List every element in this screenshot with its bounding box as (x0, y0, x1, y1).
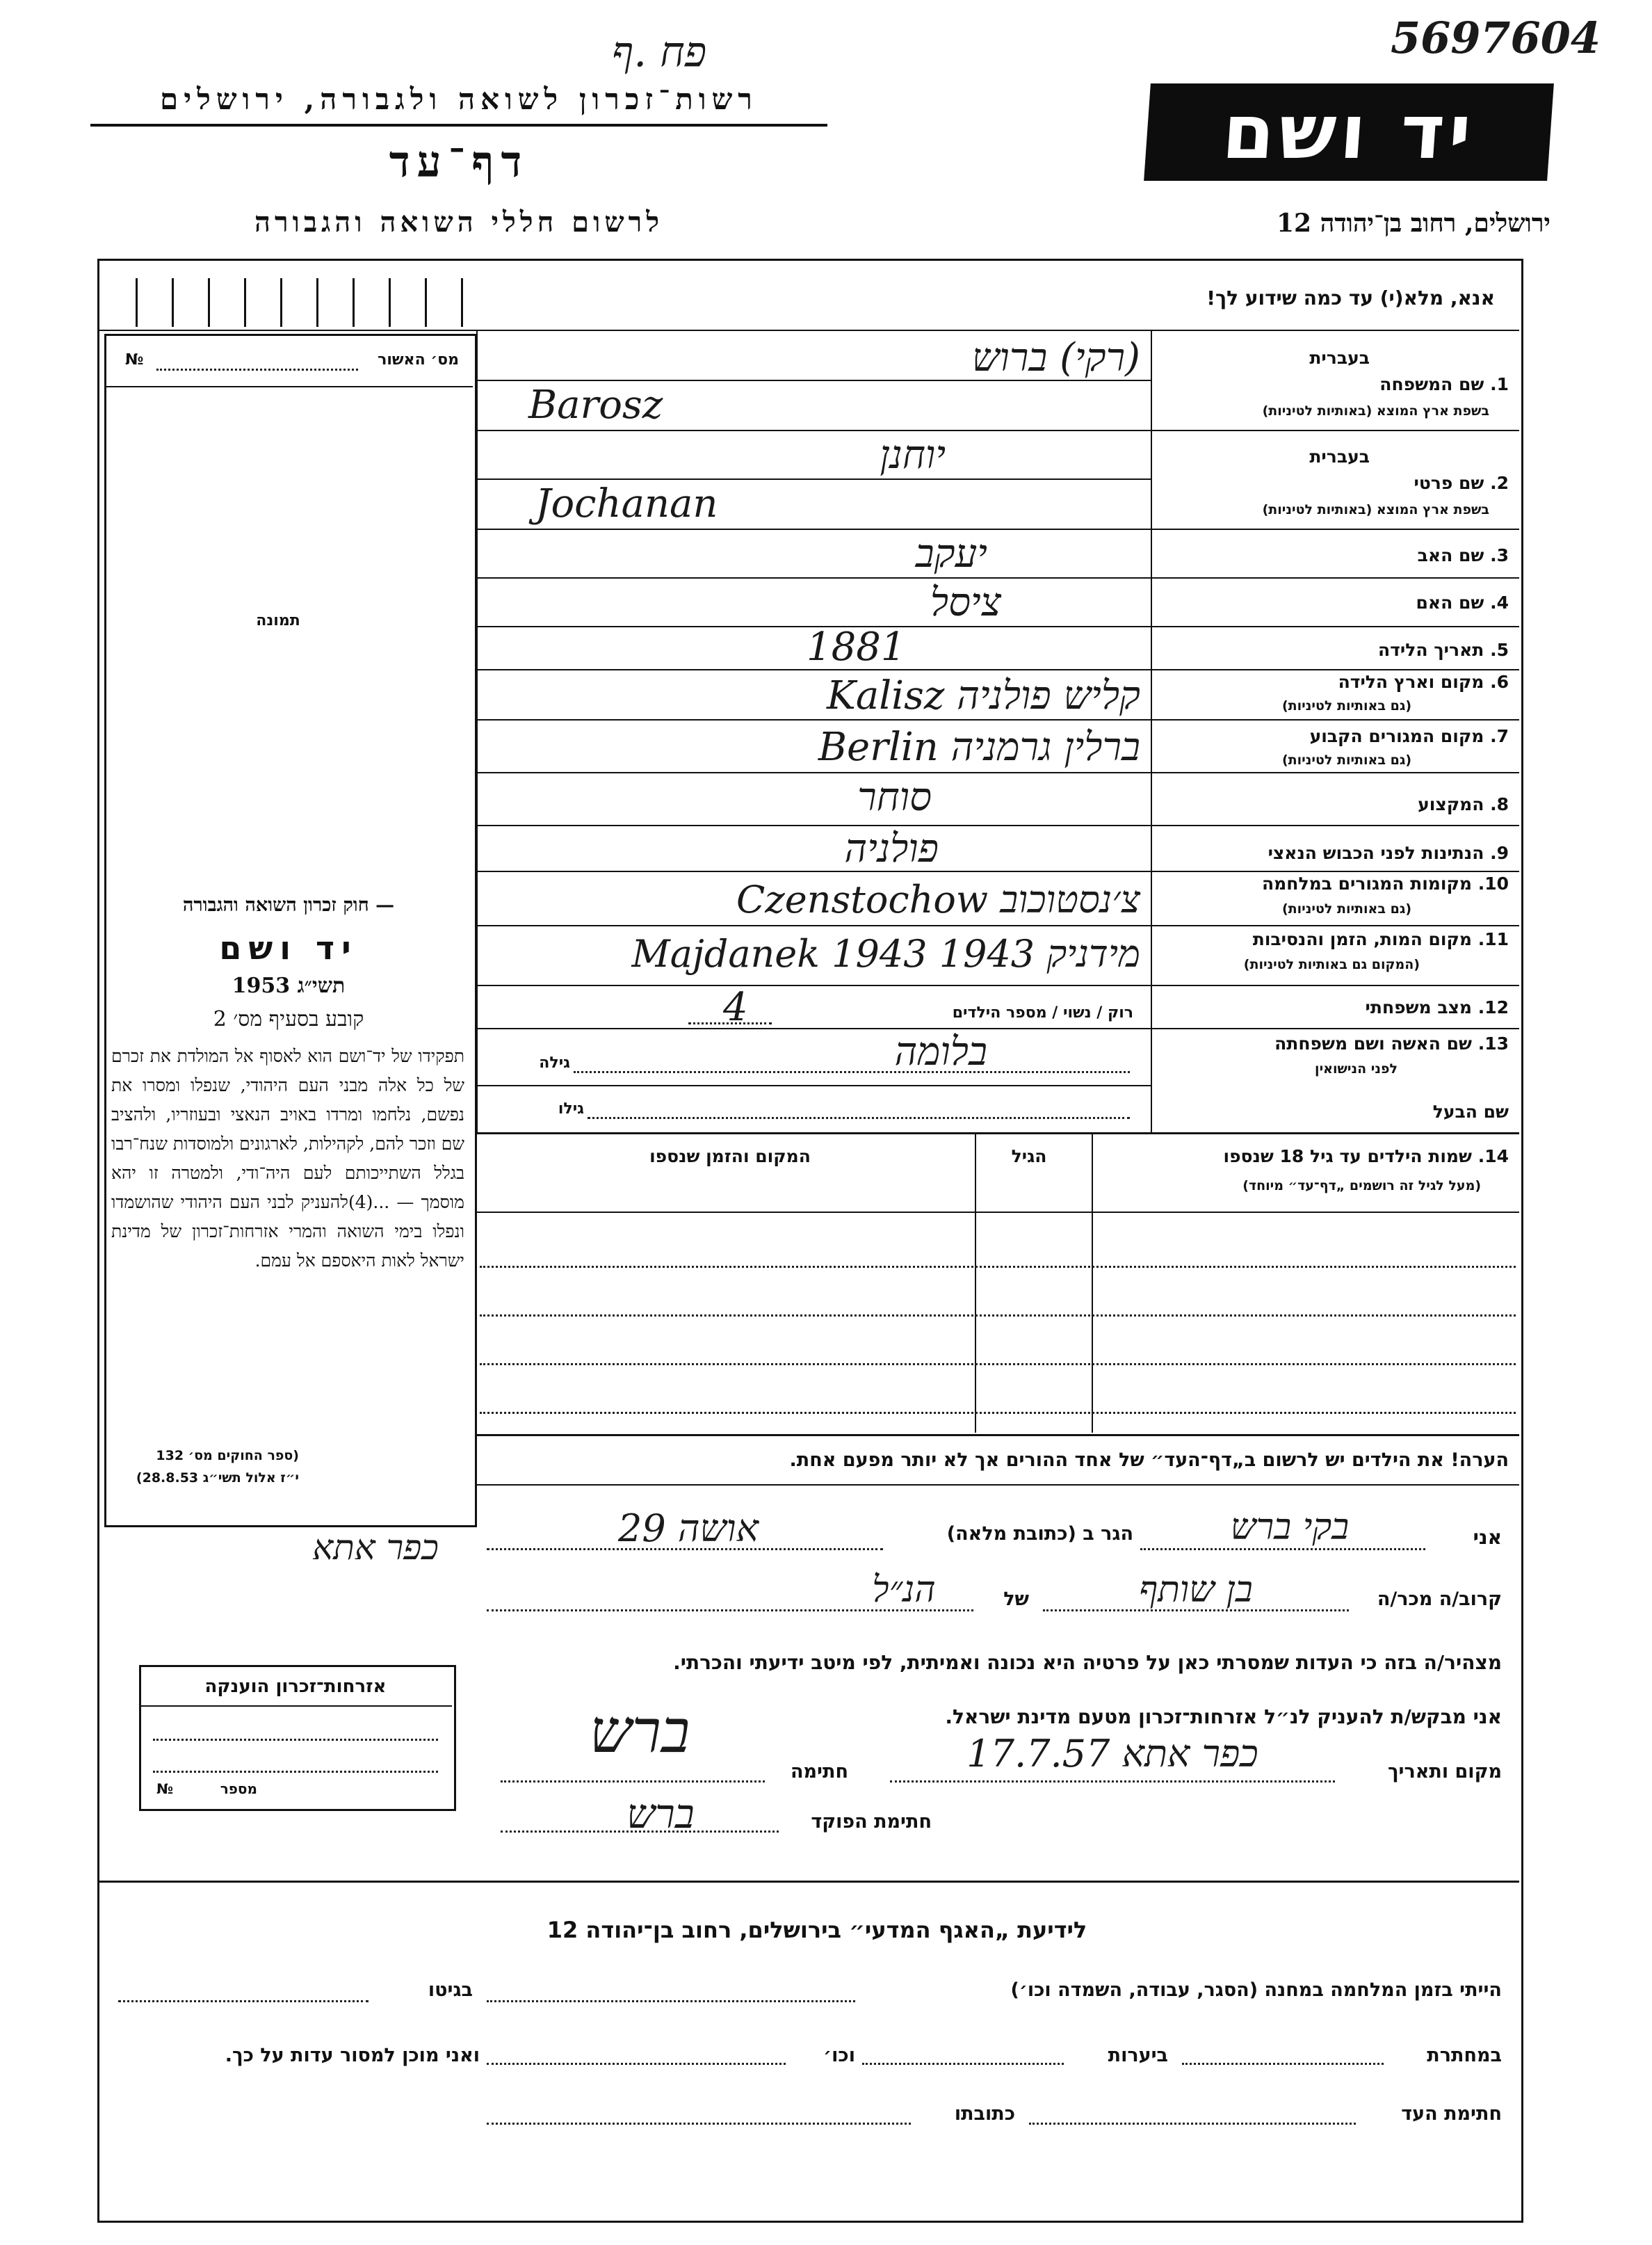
bottom-section-line (99, 1881, 1519, 1883)
field-5-label (1161, 640, 1509, 660)
decl-place-date-label: מקום ותאריך (1387, 1761, 1502, 1783)
field-2-note: בשפת ארץ המוצא (באותיות לטיניות) (1262, 502, 1489, 517)
citizenship-title: אזרחות־זכרון הוענקה (204, 1676, 387, 1697)
address: ירושלים, רחוב בן־יהודה 12 (1276, 209, 1550, 238)
children-col-age: הגיל (1011, 1146, 1047, 1166)
row-line (477, 529, 1519, 530)
approval-line (156, 369, 358, 371)
approval-divider (106, 386, 473, 387)
field-11-num: 11. (1477, 929, 1509, 949)
husband-age-label: גילו (558, 1100, 584, 1118)
field-13-note: לפני הנישואין (1315, 1061, 1398, 1077)
bottom-line2-end: ואני מוכן למסור עדות על כך. (225, 2045, 480, 2066)
field-3-label (1161, 545, 1509, 565)
citizenship-title-line (140, 1705, 452, 1707)
children-row (480, 1266, 1516, 1268)
row-line (477, 985, 1519, 986)
field-1-num: 1. (1490, 374, 1509, 394)
bottom-forest-field (862, 2063, 1064, 2065)
children-col-place: המקום והזמן שנספו (649, 1146, 811, 1166)
wife-age-label: גילה (539, 1054, 570, 1072)
field-7-num: 7. (1490, 726, 1509, 746)
husband-label: שם הבעל (1432, 1102, 1509, 1122)
field-10-label-text: מקומות המגורים במלחמה (1262, 874, 1472, 894)
bottom-address-field (487, 2123, 911, 2125)
bottom-line1-field (487, 2000, 855, 2002)
field-12-value: 4 (723, 985, 748, 1030)
children-row (480, 1363, 1516, 1365)
bottom-line1-end: בגיטו (428, 1979, 473, 2001)
approval-no: № (125, 351, 144, 369)
row-line (477, 1028, 1519, 1029)
field-11-note: (המקום גם באותיות לטיניות) (1243, 957, 1420, 972)
field-3-label-text: שם האב (1417, 545, 1484, 565)
field-11-label-text: מקום המות, הזמן והנסיבות (1252, 929, 1472, 949)
bottom-line3-a: חתימת העד (1401, 2103, 1502, 2125)
field-6-label-text: מקום וארץ הלידה (1338, 672, 1484, 692)
field-7-note: (גם באותיות לטיניות) (1281, 753, 1411, 768)
row-line (477, 1132, 1519, 1134)
field-7-label-text: מקום המגורים הקבוע (1309, 726, 1484, 746)
field-2-num: 2. (1490, 473, 1509, 493)
value-column-left (476, 330, 478, 1134)
field-2-value-heb: יוחנן (880, 433, 946, 478)
law-logo: יד ושם (219, 929, 358, 967)
field-4-label (1161, 593, 1509, 613)
citizenship-number-label: מספר (220, 1780, 257, 1797)
field-12-label (1161, 997, 1509, 1017)
remark: הערה! את הילדים יש לרשום ב„דף־העד״ של אחד ההורים אך לא יותר מפעם אחת. (789, 1449, 1509, 1471)
field-2-tag: בעברית (1309, 446, 1370, 467)
decl-relation-line (1043, 1609, 1349, 1611)
field-5-value: 1881 (807, 625, 906, 670)
field-1-value-heb: (רקי) ברוש (971, 335, 1140, 380)
law-year: תשי״ג 1953 (232, 974, 346, 998)
field-3-value: יעקב (915, 531, 987, 577)
field-13-num: 13. (1477, 1033, 1509, 1054)
remark-line (477, 1484, 1519, 1486)
children-title (1078, 1146, 1509, 1166)
institution-name: רשות־זכרון לשואה ולגבורה, ירושלים (160, 82, 758, 116)
decl-relative-label: קרוב/ה מכר/ה (1377, 1588, 1502, 1610)
field-12-label-text: מצב משפחתי (1365, 997, 1472, 1017)
field-1-tag: בעברית (1309, 348, 1370, 368)
children-bottom-line (477, 1434, 1519, 1436)
field-6-value: קליש פולניה Kalisz (827, 673, 1140, 718)
bottom-underground-field (1182, 2063, 1384, 2065)
law-text: תפקידו של יד־ושם הוא לאסוף אל המולדת את זכרם של כל אלה מבני העם היהודי, שנפלו ומסרו את נפשם, נלחמו ומרדו באויב הנאצי ובעוזריו, ולהציב שם וזכר להם, לקהילות, לארגונים ולמוסדות שנח־רבו בגלל השתייכותם לעם היה־ודי, ולמטרה זו יהא מוסמך — ...(4)להעניק לבני העם היהודי שהושמדו ונפלו בימי השואה והמרי אזרחות־זכרון של מדינת ישראל לאות היאספם אל עמם. (111, 1046, 465, 1271)
bottom-line2-b: ביערות (1108, 2045, 1168, 2066)
children-row (480, 1412, 1516, 1414)
husband-age-line (588, 1117, 1130, 1119)
form-subtitle: לרשום חללי השואה והגבורה (254, 206, 664, 239)
field-9-label-text: הנתינות לפני הכבוש הנאצי (1268, 843, 1484, 863)
decl-name-value: בקי ברש (1230, 1506, 1350, 1548)
field-3-num: 3. (1490, 545, 1509, 565)
row-line (477, 478, 1151, 480)
children-col-divider-1 (1092, 1134, 1093, 1433)
bottom-ghetto-field (118, 2000, 369, 2002)
law-ref-1: (ספר החוקים מס׳ 132 (156, 1448, 299, 1463)
row-line (477, 719, 1519, 721)
children-title-text: שמות הילדים עד גיל 18 שנספו (1223, 1146, 1472, 1166)
institution-underline (90, 124, 827, 127)
top-note: פח .ף (612, 28, 707, 77)
bottom-line2-a: במחתרת (1427, 2045, 1502, 2066)
field-10-label (1161, 874, 1509, 894)
citizenship-line-2 (153, 1771, 438, 1773)
row-line (477, 925, 1519, 926)
row-line (477, 772, 1519, 773)
field-9-num: 9. (1490, 843, 1509, 863)
citizenship-no: № (156, 1780, 174, 1797)
field-4-num: 4. (1490, 593, 1509, 613)
record-number: 5697604 (1391, 13, 1601, 63)
field-7-label (1161, 726, 1509, 746)
bottom-witness-sig-field (1029, 2123, 1356, 2125)
decl-city-value: כפר אתא (312, 1527, 439, 1568)
field-4-value: ציסל (930, 580, 1001, 625)
decl-official-sig-label: חתימת הפוקד (811, 1811, 932, 1833)
intro-divider (99, 330, 1519, 331)
field-11-label (1161, 929, 1509, 949)
bottom-line1: הייתי בזמן המלחמה במחנה (הסגר, עבודה, השמדה וכו׳) (1010, 1979, 1502, 2001)
field-8-num: 8. (1490, 794, 1509, 814)
decl-signature-value: ברש (589, 1697, 690, 1767)
children-count-line (688, 1022, 772, 1024)
decl-of-line (487, 1609, 973, 1611)
marital-options: רוק / נשוי / מספר הילדים (952, 1004, 1133, 1022)
label-column-divider (1151, 330, 1152, 1134)
law-heading: — חוק זכרון השואה והגבורה (182, 894, 395, 916)
decl-place-date-line (890, 1780, 1335, 1783)
decl-statement: מצהיר/ה בזה כי העדות שמסרתי כאן על פרטיה היא נכונה ואמיתית, לפי מיטב ידיעתי והכרתי. (673, 1651, 1502, 1674)
children-num: 14. (1477, 1146, 1509, 1166)
logo-text: יד ושם (1220, 88, 1478, 176)
decl-relation-value: בן שותף (1139, 1569, 1253, 1611)
approval-label: מס׳ האשור (378, 351, 459, 369)
children-row (480, 1314, 1516, 1317)
row-line (477, 1085, 1151, 1086)
bottom-heading: לידיעת „האגף המדעי״ בירושלים, רחוב בן־יהודה 12 (546, 1917, 1087, 1943)
field-8-label-text: המקצוע (1418, 794, 1484, 814)
citizenship-line-1 (153, 1739, 438, 1741)
field-13-label (1161, 1033, 1509, 1054)
logo (1144, 83, 1554, 181)
bottom-etc-field (487, 2063, 786, 2065)
row-line (477, 430, 1519, 431)
bottom-line3-b: כתובתו (954, 2103, 1015, 2125)
field-2-value-lat: Jochanan (535, 481, 718, 526)
field-4-label-text: שם האם (1416, 593, 1484, 613)
decl-of-value: הנ״ל (872, 1569, 936, 1611)
law-clause: קובע בסעיף מס׳ 2 (213, 1007, 364, 1031)
field-9-label (1161, 843, 1509, 863)
form-title: דף־עד (389, 136, 529, 187)
barcode-strip (118, 278, 480, 327)
row-line (477, 577, 1519, 579)
law-ref-2: י״ז אלול תשי״ג 28.8.53) (136, 1470, 299, 1486)
field-1-label (1161, 374, 1509, 394)
field-1-label-text: שם המשפחה (1379, 374, 1484, 394)
photo-label: תמונה (256, 612, 300, 629)
field-10-num: 10. (1477, 874, 1509, 894)
field-13-label-text: שם האשה ושם משפחתה (1274, 1033, 1472, 1054)
field-6-label (1161, 672, 1509, 692)
field-11-value: מידניק 1943 Majdanek 1943 (631, 932, 1140, 976)
decl-signature-label: חתימה (790, 1761, 848, 1783)
field-5-num: 5. (1490, 640, 1509, 660)
wife-age-line (574, 1071, 1130, 1073)
field-8-value: סוחר (857, 775, 932, 820)
children-col-divider-2 (975, 1134, 976, 1433)
field-13-value: בלומה (894, 1029, 987, 1075)
field-1-note: בשפת ארץ המוצא (באותיות לטיניות) (1262, 403, 1489, 419)
children-subtitle: (מעל לגיל זה רושמים „דף־עד״ מיוחד) (1242, 1178, 1481, 1193)
decl-address-line (487, 1548, 883, 1550)
decl-place-date-value: כפר אתא 17.7.57 (966, 1732, 1258, 1776)
decl-request: אני מבקש/ת להעניק לנ״ל אזרחות־זכרון מטעם מדינת ישראל. (945, 1705, 1502, 1728)
decl-of-label: של (1003, 1588, 1029, 1610)
bottom-line2-c: וכו׳ (823, 2045, 855, 2066)
field-10-note: (גם באותיות לטיניות) (1281, 901, 1411, 917)
field-8-label (1161, 794, 1509, 814)
decl-official-sig-value: ברש (626, 1790, 695, 1837)
decl-signature-line (501, 1780, 765, 1783)
field-5-label-text: תאריך הלידה (1378, 640, 1484, 660)
intro-text: אנא, מלא(י) עד כמה שידוע לך! (1206, 287, 1495, 309)
field-12-num: 12. (1477, 997, 1509, 1017)
field-2-label-text: שם פרטי (1414, 473, 1484, 493)
field-6-note: (גם באותיות לטיניות) (1281, 698, 1411, 714)
decl-ani: אני (1473, 1526, 1502, 1549)
field-7-value: ברלין גרמניה Berlin (818, 725, 1140, 770)
field-9-value: פולניה (844, 826, 939, 871)
decl-address-value: אושה 29 (618, 1506, 759, 1550)
field-10-value: צ׳נסטוכוב Czenstochow (736, 878, 1140, 922)
field-2-label (1161, 473, 1509, 493)
decl-lives-at: הגר ב (כתובת מלאה) (946, 1523, 1133, 1545)
decl-official-sig-line (501, 1830, 779, 1833)
children-header-line (477, 1212, 1519, 1213)
field-6-num: 6. (1490, 672, 1509, 692)
field-1-value-lat: Barosz (528, 383, 663, 428)
decl-name-line (1140, 1548, 1425, 1550)
